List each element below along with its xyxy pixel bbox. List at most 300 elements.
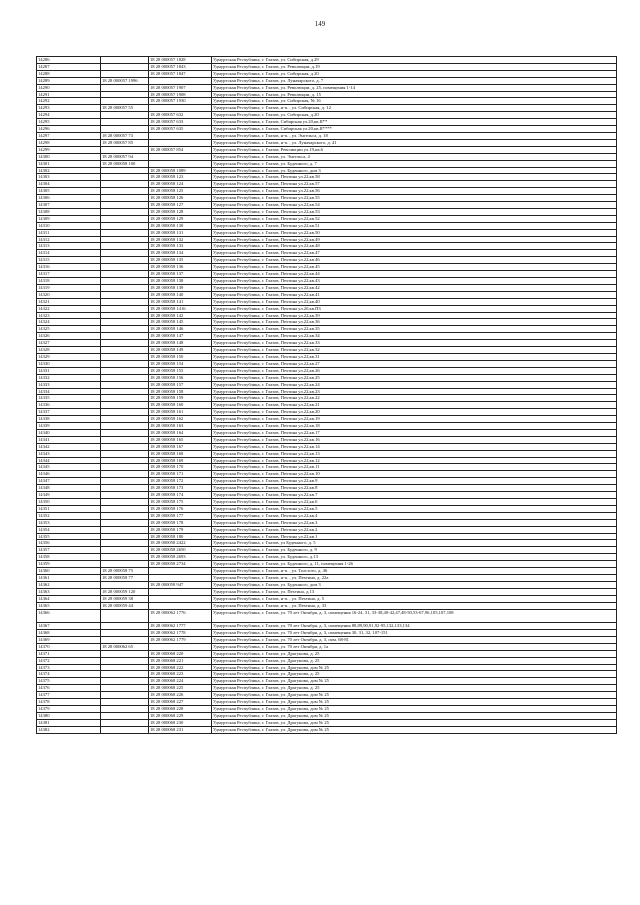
table-row	[37, 229, 617, 236]
row-number-cell: 14314	[37, 250, 101, 257]
address-cell: Удмуртская Республика, г. Глазов, Пехтина ул.22,кв.45	[212, 264, 617, 271]
row-number-cell: 14339	[37, 423, 101, 430]
object-number-cell: 18 28 000058 149	[149, 347, 212, 354]
object-number-cell: 18 28 000058 123	[149, 174, 212, 181]
parcel-number-cell	[101, 650, 149, 657]
row-number-cell: 14288	[37, 70, 101, 77]
parcel-number-cell: 18 28 000057 85	[101, 139, 149, 146]
object-number-cell: 18 28 000058 132	[149, 236, 212, 243]
object-number-cell	[149, 139, 212, 146]
address-cell: Удмуртская Республика, г. Глазов, Пехтина ул.22,кв.43	[212, 278, 617, 285]
parcel-number-cell	[101, 326, 149, 333]
table-row	[37, 112, 617, 119]
table-row	[37, 429, 617, 436]
address-cell: Удмуртская Республика, г. Глазов, Революции ул.19,кв.6	[212, 146, 617, 153]
table-row	[37, 305, 617, 312]
table-row	[37, 347, 617, 354]
table-row	[37, 57, 617, 64]
table-row	[37, 257, 617, 264]
address-cell: Удмуртская Республика, г. Глазов, Пехтина ул.22,кв.8	[212, 485, 617, 492]
row-number-cell: 14328	[37, 347, 101, 354]
parcel-number-cell	[101, 340, 149, 347]
address-cell: Удмуртская Республика, г. Глазов, ул. Буденного, д. 11, помещения 1-26	[212, 561, 617, 568]
parcel-number-cell	[101, 188, 149, 195]
address-cell: Удмуртская Республика, г. Глазов, ул. Буденного, д. 9	[212, 547, 617, 554]
object-number-cell: 18 28 000058 159	[149, 395, 212, 402]
address-cell: Удмуртская Республика, г. Глазов, Пехтина ул.22,кв.55	[212, 195, 617, 202]
object-number-cell: 18 28 000058 165	[149, 436, 212, 443]
parcel-number-cell	[101, 278, 149, 285]
row-number-cell: 14367	[37, 623, 101, 630]
address-cell: Удмуртская Республика, г. Глазов, Пехтина ул.22,кв.1	[212, 533, 617, 540]
table-row	[37, 692, 617, 699]
object-number-cell: 18 28 000068 227	[149, 699, 212, 706]
row-number-cell: 14364	[37, 595, 101, 602]
row-number-cell: 14334	[37, 388, 101, 395]
object-number-cell: 18 28 000058 168	[149, 450, 212, 457]
parcel-number-cell	[101, 443, 149, 450]
parcel-number-cell	[101, 291, 149, 298]
object-number-cell: 18 28 000058 164	[149, 429, 212, 436]
table-row	[37, 271, 617, 278]
address-cell: Удмуртская Республика, г. Глазов, Пехтина ул.22,кв.50	[212, 229, 617, 236]
address-cell: Удмуртская Республика, г. Глазов, Пехтина ул.22,кв.44	[212, 271, 617, 278]
table-row	[37, 664, 617, 671]
parcel-number-cell: 18 28 000062 65	[101, 643, 149, 650]
object-number-cell: 18 28 000058 125	[149, 188, 212, 195]
object-number-cell: 18 28 000057 1843	[149, 63, 212, 70]
row-number-cell: 14382	[37, 726, 101, 733]
row-number-cell: 14313	[37, 243, 101, 250]
row-number-cell: 14353	[37, 519, 101, 526]
row-number-cell: 14371	[37, 650, 101, 657]
object-number-cell: 18 28 000058 158	[149, 388, 212, 395]
parcel-number-cell	[101, 167, 149, 174]
address-cell: Удмуртская Республика, г. Глазов, н-п. , ул. Сибирская, д. 12	[212, 105, 617, 112]
row-number-cell: 14317	[37, 271, 101, 278]
address-cell: Удмуртская Республика, г. Глазов, Пехтина ул.22,кв.36	[212, 319, 617, 326]
parcel-number-cell	[101, 636, 149, 643]
address-cell: Удмуртская Республика, г. Глазов, ул. 70 лет Октября, д. 3, помещения 30, 31, 32, 107-151	[212, 630, 617, 637]
address-cell: Удмуртская Республика, г. Глазов, ул. Сибирская, д.20	[212, 112, 617, 119]
object-number-cell: 18 28 000058 145	[149, 319, 212, 326]
object-number-cell	[149, 153, 212, 160]
address-cell: Удмуртская Республика, г. Глазов, ул Буденного, д. 5	[212, 540, 617, 547]
row-number-cell: 14324	[37, 319, 101, 326]
parcel-number-cell	[101, 388, 149, 395]
row-number-cell: 14323	[37, 312, 101, 319]
row-number-cell: 14347	[37, 478, 101, 485]
address-cell: Удмуртская Республика, г. Глазов, ул. Революции, д. 15	[212, 91, 617, 98]
row-number-cell: 14307	[37, 202, 101, 209]
table-row	[37, 367, 617, 374]
row-number-cell: 14357	[37, 547, 101, 554]
object-number-cell: 18 28 000068 225	[149, 685, 212, 692]
table-row	[37, 630, 617, 637]
table-row	[37, 554, 617, 561]
parcel-number-cell	[101, 229, 149, 236]
address-cell: Удмуртская Республика, г. Глазов, ул. Энгельса, 4	[212, 153, 617, 160]
object-number-cell: 18 28 000057 635	[149, 126, 212, 133]
table-row	[37, 450, 617, 457]
parcel-number-cell	[101, 726, 149, 733]
row-number-cell: 14320	[37, 291, 101, 298]
address-cell: Удмуртская Республика, г. Глазов, Пехтина ул.22,кв.24	[212, 381, 617, 388]
address-cell: Удмуртская Республика, г. Глазов, ул. Драгунова, дом № 25	[212, 699, 617, 706]
row-number-cell: 14304	[37, 181, 101, 188]
row-number-cell: 14354	[37, 526, 101, 533]
object-number-cell: 18 28 000058 139	[149, 284, 212, 291]
table-row	[37, 174, 617, 181]
table-row	[37, 657, 617, 664]
address-cell: Удмуртская Республика, г. Глазов, Пехтина ул.22,кв.58	[212, 174, 617, 181]
parcel-number-cell	[101, 630, 149, 637]
parcel-number-cell	[101, 657, 149, 664]
row-number-cell: 14293	[37, 105, 101, 112]
table-row	[37, 623, 617, 630]
row-number-cell: 14369	[37, 636, 101, 643]
row-number-cell: 14360	[37, 568, 101, 575]
row-number-cell: 14292	[37, 98, 101, 105]
row-number-cell: 14305	[37, 188, 101, 195]
object-number-cell: 18 28 000062 1779	[149, 636, 212, 643]
parcel-number-cell	[101, 84, 149, 91]
table-row	[37, 312, 617, 319]
address-cell: Удмуртская Республика, г. Глазов, Пехтина ул.22,кв.5	[212, 505, 617, 512]
parcel-number-cell	[101, 499, 149, 506]
object-number-cell: 18 28 000058 135	[149, 257, 212, 264]
object-number-cell: 18 28 000058 174	[149, 492, 212, 499]
address-cell: Удмуртская Республика, г. Глазов, ул. Сибирская, № 16	[212, 98, 617, 105]
parcel-number-cell	[101, 512, 149, 519]
address-cell: Удмуртская Республика, г. Глазов, Пехтина ул.22,кв.25	[212, 374, 617, 381]
address-cell: Удмуртская Республика, г. Глазов, Сибирская ул.20,кв.II****	[212, 126, 617, 133]
row-number-cell: 14348	[37, 485, 101, 492]
table-row	[37, 609, 617, 623]
parcel-number-cell	[101, 409, 149, 416]
address-cell: Удмуртская Республика, г. Глазов, ул. Буденного, дом 3	[212, 167, 617, 174]
row-number-cell: 14343	[37, 450, 101, 457]
address-cell: Удмуртская Республика, г. Глазов, Пехтина ул.22,кв.19	[212, 416, 617, 423]
row-number-cell: 14356	[37, 540, 101, 547]
table-row	[37, 540, 617, 547]
parcel-number-cell	[101, 581, 149, 588]
object-number-cell: 18 28 000058 178	[149, 519, 212, 526]
table-row	[37, 222, 617, 229]
address-cell: Удмуртская Республика, г. Глазов, Пехтина ул.22,кв.46	[212, 257, 617, 264]
table-row	[37, 409, 617, 416]
object-number-cell: 18 28 000057 1930	[149, 98, 212, 105]
table-row	[37, 485, 617, 492]
parcel-number-cell	[101, 215, 149, 222]
table-row	[37, 333, 617, 340]
row-number-cell: 14381	[37, 719, 101, 726]
row-number-cell: 14351	[37, 505, 101, 512]
row-number-cell: 14294	[37, 112, 101, 119]
address-cell: Удмуртская Республика, г. Глазов, Пехтина ул.22,кв.20	[212, 409, 617, 416]
parcel-number-cell	[101, 367, 149, 374]
table-row	[37, 291, 617, 298]
table-row	[37, 574, 617, 581]
row-number-cell: 14287	[37, 63, 101, 70]
object-number-cell: 18 28 000058 150	[149, 353, 212, 360]
address-cell: Удмуртская Республика, г. Глазов, Пехтина ул.22,кв.17	[212, 429, 617, 436]
row-number-cell: 14368	[37, 630, 101, 637]
object-number-cell: 18 28 000058 167	[149, 443, 212, 450]
address-cell: Удмуртская Республика, г. Глазов, ул. 70 лет Октября, д. 3, помещения 88,89,90,91,92-95,132,133,134	[212, 623, 617, 630]
table-row	[37, 712, 617, 719]
parcel-number-cell	[101, 250, 149, 257]
address-cell: Удмуртская Республика, г. Глазов, Пехтина ул.22,кв.34	[212, 333, 617, 340]
row-number-cell: 14322	[37, 305, 101, 312]
address-cell: Удмуртская Республика, г. Глазов, Пехтина ул.22,кв.6	[212, 499, 617, 506]
parcel-number-cell	[101, 416, 149, 423]
table-row	[37, 443, 617, 450]
parcel-number-cell	[101, 222, 149, 229]
object-number-cell: 18 28 000058 124	[149, 181, 212, 188]
object-number-cell: 18 28 000057 1908	[149, 91, 212, 98]
row-number-cell: 14379	[37, 705, 101, 712]
object-number-cell: 18 28 000058 169	[149, 457, 212, 464]
object-number-cell: 18 28 000068 220	[149, 650, 212, 657]
table-row	[37, 685, 617, 692]
table-row	[37, 699, 617, 706]
object-number-cell	[149, 160, 212, 167]
address-cell: Удмуртская Республика, г. Глазов, н-п. , ул. Пехтина, д. 5	[212, 595, 617, 602]
parcel-number-cell: 18 28 000057 94	[101, 153, 149, 160]
address-cell: Удмуртская Республика, г. Глазов, н-п. , ул. Энгельса, д. 18	[212, 132, 617, 139]
object-number-cell: 18 28 000062 1776	[149, 609, 212, 623]
parcel-number-cell	[101, 623, 149, 630]
address-cell: Удмуртская Республика, г. Глазов, Пехтина ул.22,кв.7	[212, 492, 617, 499]
parcel-number-cell	[101, 119, 149, 126]
parcel-number-cell	[101, 181, 149, 188]
object-number-cell: 18 28 000058 2693	[149, 554, 212, 561]
table-row	[37, 457, 617, 464]
row-number-cell: 14350	[37, 499, 101, 506]
row-number-cell: 14358	[37, 554, 101, 561]
row-number-cell: 14327	[37, 340, 101, 347]
address-cell: Удмуртская Республика, г. Глазов, н-п. , ул. Пехтина, д. 22а	[212, 574, 617, 581]
parcel-number-cell	[101, 561, 149, 568]
object-number-cell: 18 28 000068 228	[149, 705, 212, 712]
table-row	[37, 388, 617, 395]
parcel-number-cell	[101, 374, 149, 381]
parcel-number-cell	[101, 63, 149, 70]
parcel-number-cell	[101, 429, 149, 436]
table-row	[37, 499, 617, 506]
parcel-number-cell: 18 28 000058 100	[101, 160, 149, 167]
row-number-cell: 14337	[37, 409, 101, 416]
table-row	[37, 284, 617, 291]
table-row	[37, 188, 617, 195]
table-row	[37, 478, 617, 485]
page-number: 149	[314, 20, 326, 28]
parcel-number-cell	[101, 492, 149, 499]
object-number-cell: 18 28 000062 1777	[149, 623, 212, 630]
table-row	[37, 105, 617, 112]
object-number-cell	[149, 132, 212, 139]
address-cell: Удмуртская Республика, г. Глазов, Пехтина ул.22,кв.12	[212, 457, 617, 464]
object-number-cell: 18 28 000058 154	[149, 360, 212, 367]
object-number-cell: 18 28 000058 156	[149, 374, 212, 381]
row-number-cell: 14319	[37, 284, 101, 291]
parcel-number-cell	[101, 112, 149, 119]
parcel-number-cell: 18 28 000059 120	[101, 588, 149, 595]
address-cell: Удмуртская Республика, г. Глазов, Пехтина ул.22,кв.27	[212, 360, 617, 367]
object-number-cell: 18 28 000058 128	[149, 208, 212, 215]
object-number-cell: 18 28 000058 155	[149, 367, 212, 374]
address-cell: Удмуртская Республика, г. Глазов, н-п. , ул. Луначарского, д. 41	[212, 139, 617, 146]
address-cell: Удмуртская Республика, г. Глазов, Пехтина ул.22,кв.33	[212, 340, 617, 347]
parcel-number-cell	[101, 519, 149, 526]
object-number-cell: 18 28 000057 1847	[149, 70, 212, 77]
address-cell: Удмуртская Республика, г. Глазов, ул. Драгунова, дом № 25	[212, 664, 617, 671]
table-row	[37, 160, 617, 167]
table-row	[37, 132, 617, 139]
object-number-cell: 18 28 000058 173	[149, 485, 212, 492]
parcel-number-cell	[101, 174, 149, 181]
row-number-cell: 14290	[37, 84, 101, 91]
row-number-cell: 14315	[37, 257, 101, 264]
row-number-cell: 14359	[37, 561, 101, 568]
address-cell: Удмуртская Республика, г. Глазов, Пехтина ул.22,кв.16	[212, 436, 617, 443]
table-row	[37, 719, 617, 726]
parcel-number-cell	[101, 699, 149, 706]
parcel-number-cell	[101, 202, 149, 209]
object-number-cell: 18 28 000058 170	[149, 464, 212, 471]
parcel-number-cell	[101, 436, 149, 443]
object-number-cell: 18 28 000062 1778	[149, 630, 212, 637]
address-cell: Удмуртская Республика, г. Глазов, Пехтина ул.22,кв.21	[212, 402, 617, 409]
object-number-cell: 18 28 000058 2650	[149, 547, 212, 554]
parcel-number-cell	[101, 719, 149, 726]
row-number-cell: 14344	[37, 457, 101, 464]
object-number-cell	[149, 105, 212, 112]
object-number-cell: 18 28 000068 226	[149, 692, 212, 699]
object-number-cell: 18 28 000068 224	[149, 678, 212, 685]
row-number-cell: 14318	[37, 278, 101, 285]
table-row	[37, 568, 617, 575]
parcel-number-cell	[101, 353, 149, 360]
row-number-cell: 14374	[37, 671, 101, 678]
object-number-cell: 18 28 000058 137	[149, 271, 212, 278]
address-cell: Удмуртская Республика, г. Глазов, Пехтина ул.22,кв.47	[212, 250, 617, 257]
object-number-cell: 18 28 000068 221	[149, 657, 212, 664]
address-cell: Удмуртская Республика, г. Глазов, Пехтина ул.22,кв.49	[212, 236, 617, 243]
table-row	[37, 119, 617, 126]
address-cell: Удмуртская Республика, г. Глазов, Пехтина ул.22,кв.42	[212, 284, 617, 291]
parcel-number-cell	[101, 195, 149, 202]
table-row	[37, 416, 617, 423]
object-number-cell: 18 28 000058 179	[149, 526, 212, 533]
parcel-number-cell	[101, 609, 149, 623]
table-row	[37, 167, 617, 174]
row-number-cell: 14303	[37, 174, 101, 181]
address-cell: Удмуртская Республика, г. Глазов, Пехтина ул.22,кв.22	[212, 395, 617, 402]
parcel-number-cell	[101, 305, 149, 312]
object-number-cell: 18 28 000058 163	[149, 423, 212, 430]
table-row	[37, 381, 617, 388]
address-cell: Удмуртская Республика, г. Глазов, Пехтина ул.22,кв.41	[212, 291, 617, 298]
row-number-cell: 14352	[37, 512, 101, 519]
object-number-cell: 18 28 000058 142	[149, 312, 212, 319]
row-number-cell: 14355	[37, 533, 101, 540]
address-cell: Удмуртская Республика, г. Глазов, ул. Драгунова, дом № 25	[212, 678, 617, 685]
table-row	[37, 319, 617, 326]
object-number-cell: 18 28 000058 131	[149, 229, 212, 236]
object-number-cell: 18 28 000058 141	[149, 298, 212, 305]
object-number-cell: 18 28 000058 1089	[149, 167, 212, 174]
parcel-number-cell: 18 28 000059 38	[101, 595, 149, 602]
table-row	[37, 726, 617, 733]
parcel-number-cell	[101, 664, 149, 671]
table-row	[37, 278, 617, 285]
address-cell: Удмуртская Республика, г. Глазов, Пехтина ул.22,кв.14	[212, 443, 617, 450]
row-number-cell: 14362	[37, 581, 101, 588]
object-number-cell: 18 28 000068 222	[149, 664, 212, 671]
object-number-cell: 18 28 000058 177	[149, 512, 212, 519]
object-number-cell	[149, 574, 212, 581]
table-row	[37, 195, 617, 202]
parcel-number-cell	[101, 243, 149, 250]
table-row	[37, 588, 617, 595]
address-cell: Удмуртская Республика, г. Глазов, Пехтина ул.22,кв.11	[212, 464, 617, 471]
row-number-cell: 14329	[37, 353, 101, 360]
table-row	[37, 243, 617, 250]
object-number-cell: 18 28 000058 133	[149, 243, 212, 250]
parcel-number-cell	[101, 208, 149, 215]
object-number-cell: 18 28 000058 171	[149, 471, 212, 478]
row-number-cell: 14310	[37, 222, 101, 229]
address-cell: Удмуртская Республика, г. Глазов, ул. Драгунова, д. 25	[212, 671, 617, 678]
object-number-cell: 18 28 000068 230	[149, 719, 212, 726]
address-cell: Удмуртская Республика, г. Глазов, ул. Драгунова, дом № 25	[212, 712, 617, 719]
address-cell: Удмуртская Республика, г. Глазов, Пехтина ул.22,кв.39	[212, 312, 617, 319]
row-number-cell: 14309	[37, 215, 101, 222]
object-number-cell: 18 28 000058 148	[149, 340, 212, 347]
row-number-cell: 14366	[37, 609, 101, 623]
address-cell: Удмуртская Республика, г. Глазов, Пехтина ул.22,кв.3	[212, 519, 617, 526]
parcel-number-cell	[101, 457, 149, 464]
parcel-number-cell	[101, 264, 149, 271]
address-cell: Удмуртская Республика, г. Глазов, Пехтина ул.22,кв.48	[212, 243, 617, 250]
parcel-number-cell	[101, 471, 149, 478]
row-number-cell: 14378	[37, 699, 101, 706]
object-number-cell: 18 28 000058 146	[149, 326, 212, 333]
row-number-cell: 14286	[37, 57, 101, 64]
object-number-cell: 18 28 000057 854	[149, 146, 212, 153]
address-cell: Удмуртская Республика, г. Глазов, ул. 70 лет Октября, д. 3, пом. 68-81	[212, 636, 617, 643]
table-row	[37, 650, 617, 657]
row-number-cell: 14332	[37, 374, 101, 381]
object-number-cell: 18 28 000058 162	[149, 416, 212, 423]
address-cell: Удмуртская Республика, г. Глазов, ул. Драгунова, д. 25	[212, 685, 617, 692]
row-number-cell: 14333	[37, 381, 101, 388]
row-number-cell: 14299	[37, 146, 101, 153]
row-number-cell: 14372	[37, 657, 101, 664]
row-number-cell: 14365	[37, 602, 101, 609]
address-cell: Удмуртская Республика, г. Глазов, Пехтина ул.22,кв.40	[212, 298, 617, 305]
row-number-cell: 14373	[37, 664, 101, 671]
object-number-cell: 18 28 000057 1907	[149, 84, 212, 91]
table-row	[37, 678, 617, 685]
row-number-cell: 14335	[37, 395, 101, 402]
table-row	[37, 464, 617, 471]
address-cell: Удмуртская Республика, г. Глазов, Пехтина ул.22,кв.35	[212, 326, 617, 333]
parcel-number-cell	[101, 319, 149, 326]
table-row	[37, 181, 617, 188]
